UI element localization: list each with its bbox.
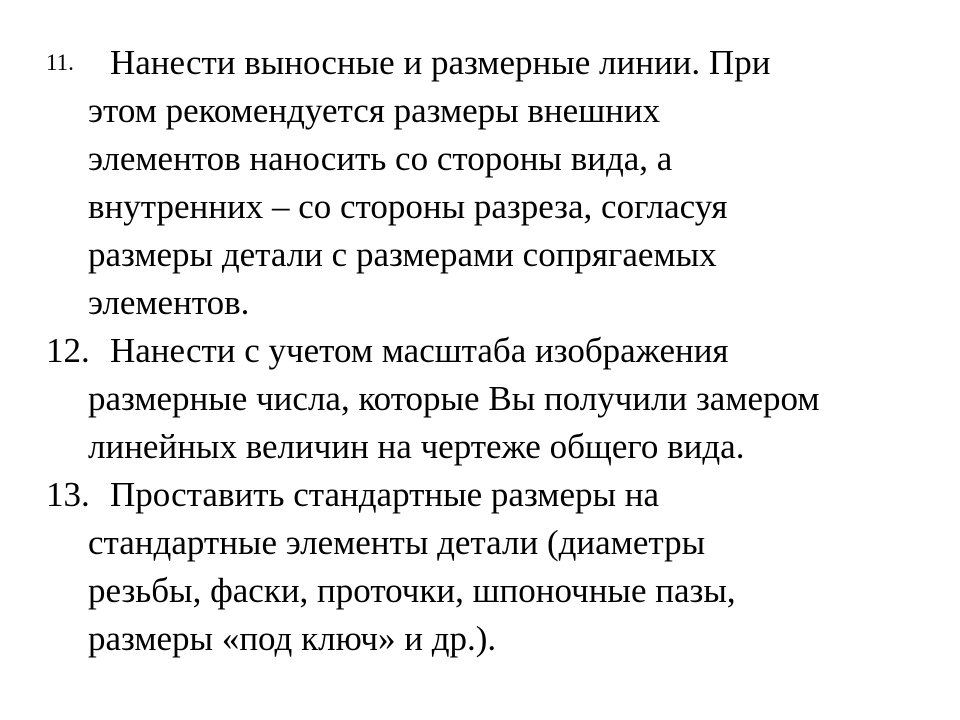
list-item-12	[46, 327, 936, 471]
item-text	[88, 39, 936, 327]
text-line: стандартные элементы детали (диаметры	[88, 523, 706, 562]
text-line: линейных величин на чертеже общего вида.	[88, 427, 745, 466]
text-line: Нанести выносные и размерные линии. При	[110, 43, 771, 82]
text-line: Нанести с учетом масштаба изображения	[110, 331, 729, 370]
item-text	[88, 327, 936, 471]
text-line: резьбы, фаски, проточки, шпоночные пазы,	[88, 571, 736, 610]
text-line: размеры детали с размерами сопрягаемых	[88, 235, 717, 274]
text-line: элементов.	[88, 283, 250, 322]
item-number: 11.	[46, 50, 74, 75]
text-line: элементов наносить со стороны вида, а	[88, 139, 673, 178]
list-item-13	[46, 471, 936, 663]
item-number: 12.	[46, 331, 90, 370]
text-line: размеры «под ключ» и др.).	[88, 619, 497, 658]
list-item-11	[46, 39, 936, 327]
text-line: этом рекомендуется размеры внешних	[88, 91, 661, 130]
item-number: 13.	[46, 475, 90, 514]
instruction-list	[46, 39, 936, 663]
text-line: внутренних – со стороны разреза, согласуя	[88, 187, 728, 226]
item-text	[88, 471, 936, 663]
text-line: Проставить стандартные размеры на	[110, 475, 660, 514]
text-line: размерные числа, которые Вы получили замером	[88, 379, 820, 418]
